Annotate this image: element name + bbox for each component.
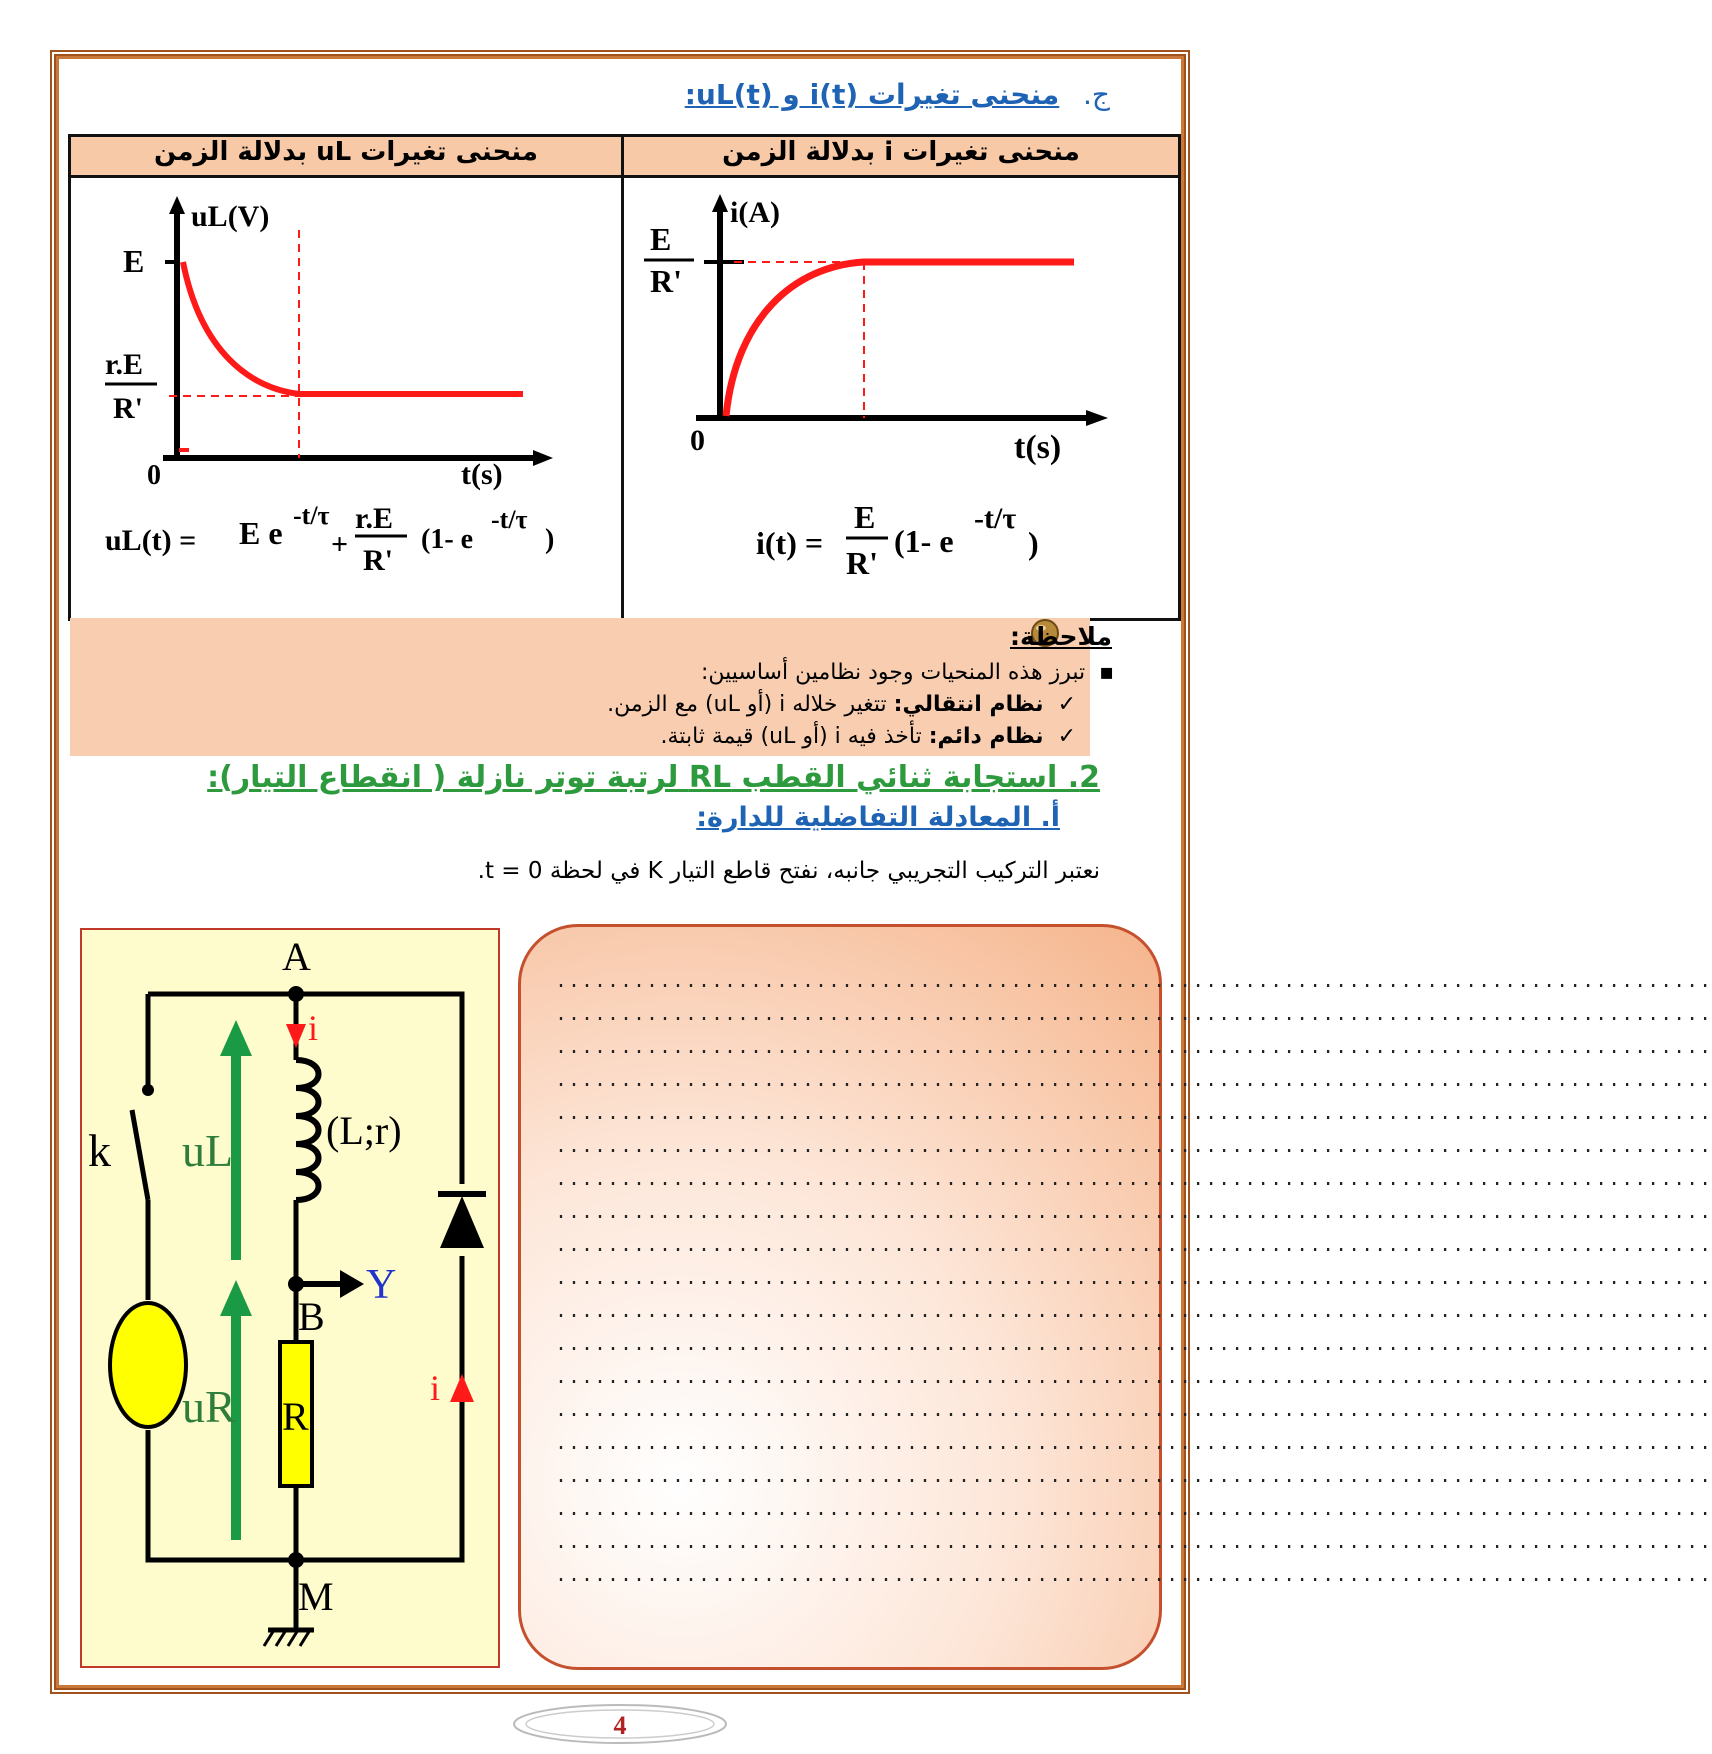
- answer-line[interactable]: .........................................................................................: [555, 1334, 1712, 1357]
- node-a-dot: [288, 986, 304, 1002]
- node-a-label: A: [282, 934, 311, 979]
- ul-formula-den: R': [363, 544, 393, 577]
- ul-formula-lhs: uL(t) =: [105, 524, 197, 557]
- page-number-badge: [510, 1702, 730, 1746]
- ul-formula-close: ): [545, 524, 555, 555]
- answer-line[interactable]: .........................................................................................: [555, 971, 1712, 994]
- answer-line[interactable]: .........................................................................................: [555, 1202, 1712, 1225]
- i-formula-exp: -t/τ: [974, 502, 1017, 535]
- answer-line[interactable]: .........................................................................................: [555, 1499, 1712, 1522]
- answer-line[interactable]: .........................................................................................: [555, 1367, 1712, 1390]
- node-b-label: B: [298, 1294, 325, 1339]
- node-m-label: M: [298, 1574, 334, 1619]
- answer-line[interactable]: .........................................................................................: [555, 1532, 1712, 1555]
- ul-formula-exp: -t/τ: [491, 505, 528, 534]
- i-x-label: t(s): [1014, 429, 1062, 466]
- ul-formula-a: E e: [239, 515, 283, 551]
- answer-line[interactable]: .........................................................................................: [555, 1103, 1712, 1126]
- note-intro: [701, 660, 1114, 685]
- right-graph-cell: [623, 177, 1180, 620]
- section-heading-c: [685, 78, 1110, 111]
- i-origin: 0: [690, 424, 705, 457]
- current-label: i: [308, 1008, 319, 1048]
- diode-current-label: i: [430, 1368, 441, 1408]
- section-2-title: 2. استجابة ثنائي القطب RL لرتبة توتر نازلة ( انقطاع التيار):: [207, 760, 1100, 795]
- square-bullet-icon: ▪: [1085, 660, 1114, 685]
- i-formula-lhs: i(t) =: [756, 525, 824, 561]
- ur-arrowhead-icon: [220, 1280, 252, 1316]
- note-title: ملاحظة:: [1010, 622, 1112, 651]
- answer-line[interactable]: .........................................................................................: [555, 1301, 1712, 1324]
- answer-box[interactable]: [518, 924, 1712, 1670]
- probe-arrow-icon: [340, 1270, 364, 1298]
- ul-label-r: R': [113, 392, 143, 425]
- ul-label-e: E: [123, 243, 145, 279]
- left-col-header: منحنى تغيرات uL بدلالة الزمن: [70, 136, 623, 177]
- i-level-den: R': [650, 263, 682, 299]
- answer-line[interactable]: .........................................................................................: [555, 1037, 1712, 1060]
- resistor-label: R: [282, 1394, 309, 1439]
- answer-line[interactable]: .........................................................................................: [555, 1400, 1712, 1423]
- ul-formula-rest: (1- e: [421, 524, 474, 555]
- ul-label: uL: [182, 1125, 234, 1176]
- curves-table: [68, 134, 1181, 621]
- answer-line[interactable]: .........................................................................................: [555, 1235, 1712, 1258]
- answer-line[interactable]: .........................................................................................: [555, 1433, 1712, 1456]
- coil-label: (L;r): [326, 1108, 402, 1153]
- i-formula-rest: (1- e: [894, 523, 954, 559]
- check-icon: ✓: [1043, 724, 1076, 749]
- answer-line[interactable]: .........................................................................................: [555, 1070, 1712, 1093]
- answer-line[interactable]: .........................................................................................: [555, 1466, 1712, 1489]
- right-col-header: منحنى تغيرات i بدلالة الزمن: [623, 136, 1180, 177]
- note-item-1-text: تتغير خلاله i (أو uL) مع الزمن.: [607, 692, 894, 717]
- ur-label: uR: [182, 1381, 236, 1432]
- ul-formula-num: r.E: [355, 502, 394, 535]
- ul-label-re: r.E: [105, 348, 144, 381]
- ul-x-arrow: [533, 450, 553, 466]
- circuit-svg: [82, 930, 498, 1666]
- circuit-diagram: [80, 928, 500, 1668]
- heading-c-title: منحنى تغيرات i(t) و uL(t):: [684, 78, 1060, 111]
- i-graph: [624, 178, 1178, 614]
- note-item-1-bold: نظام انتقالي:: [893, 692, 1044, 717]
- heading-c-number: ج.: [1083, 78, 1110, 111]
- section-2a-title: أ. المعادلة التفاضلية للدارة:: [696, 802, 1060, 833]
- ul-graph: [71, 178, 621, 614]
- i-x-arrow: [1086, 410, 1108, 426]
- ul-y-arrow: [169, 196, 185, 214]
- note-item-2-text: تأخذ فيه i (أو uL) قيمة ثابتة.: [660, 724, 929, 749]
- note-intro-text: تبرز هذه المنحيات وجود نظامين أساسيين:: [700, 660, 1086, 685]
- note-item-2-bold: نظام دائم:: [928, 724, 1044, 749]
- note-item-2: [661, 724, 1076, 749]
- ul-curve: [183, 262, 523, 394]
- answer-line[interactable]: .........................................................................................: [555, 1169, 1712, 1192]
- generator-icon: [110, 1303, 186, 1427]
- left-graph-cell: [70, 177, 623, 620]
- answer-line[interactable]: .........................................................................................: [555, 1004, 1712, 1027]
- diode-icon: [440, 1196, 484, 1248]
- i-y-label: i(A): [730, 196, 780, 229]
- i-formula-close: ): [1028, 525, 1039, 561]
- i-y-arrow: [712, 194, 728, 212]
- diode-current-arrow-icon: [450, 1374, 474, 1402]
- i-curve: [726, 262, 1074, 416]
- check-icon: ✓: [1043, 692, 1076, 717]
- ul-arrowhead-icon: [220, 1020, 252, 1056]
- intro-paragraph: نعتبر التركيب التجريبي جانبه، نفتح قاطع التيار K في لحظة t = 0.: [477, 858, 1100, 884]
- switch-label: k: [88, 1125, 111, 1176]
- i-formula-num: E: [854, 499, 876, 535]
- page-number: 4: [613, 1711, 627, 1740]
- coil-gap: [288, 1060, 308, 1200]
- current-arrow-icon: [286, 1024, 306, 1048]
- ul-formula-a-exp: -t/τ: [293, 501, 330, 530]
- probe-label: Y: [366, 1262, 397, 1308]
- answer-line[interactable]: .........................................................................................: [555, 1268, 1712, 1291]
- answer-line[interactable]: .........................................................................................: [555, 1565, 1712, 1588]
- note-item-1: [607, 692, 1076, 717]
- answer-line[interactable]: .........................................................................................: [555, 1136, 1712, 1159]
- ul-formula-plus: +: [331, 528, 349, 561]
- switch-contact: [142, 1084, 154, 1096]
- ul-origin: 0: [147, 460, 161, 491]
- ul-y-label: uL(V): [191, 200, 270, 233]
- i-level-num: E: [650, 221, 672, 257]
- ul-x-label: t(s): [461, 458, 503, 491]
- i-formula-den: R': [846, 545, 878, 581]
